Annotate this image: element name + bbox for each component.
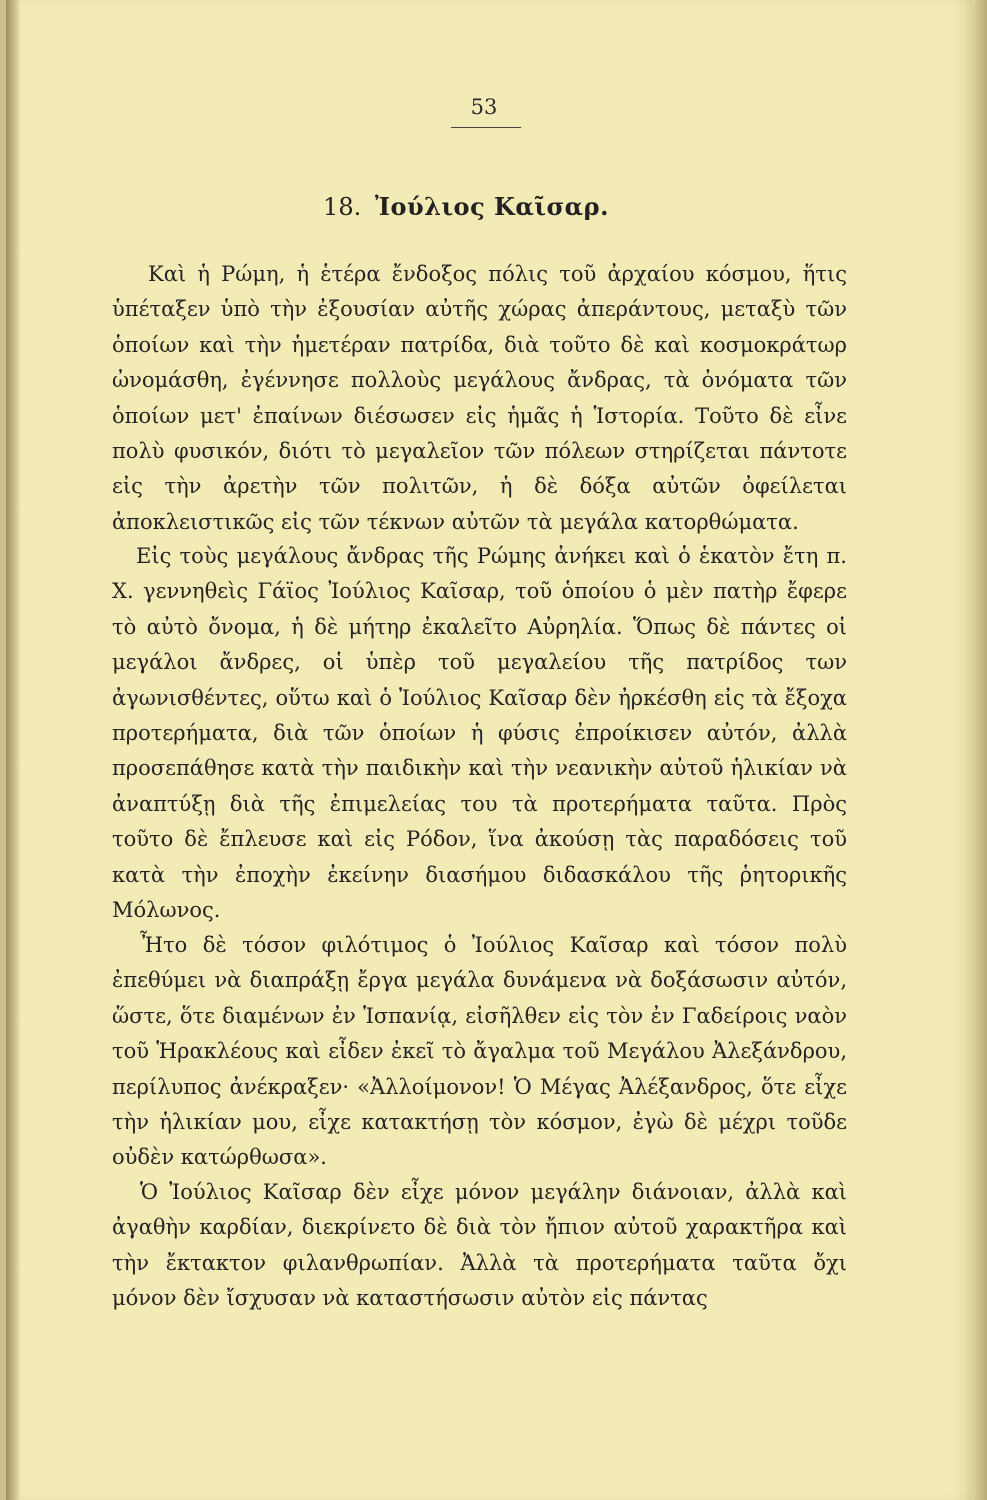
chapter-heading bbox=[156, 192, 776, 221]
paragraph-1: Καὶ ἡ Ρώμη, ἡ ἑτέρα ἔνδοξος πόλις τοῦ ἀρχαίου κόσμου, ἥτις ὑπέταξεν ὑπὸ τὴν ἐξουσίαν αὐτῆς χώρας ἀπεράντους, μεταξὺ τῶν ὁποίων καὶ τὴν ἡμετέραν πατρίδα, διὰ τοῦτο δὲ καὶ κοσμοκράτωρ ὠνομάσθη, ἐγέννησε πολλοὺς μεγάλους ἄνδρας, τὰ ὀνόματα τῶν ὁποίων μετ' ἐπαίνων διέσωσεν εἰς ἡμᾶς ἡ Ἱστορία. Τοῦτο δὲ εἶνε πολὺ φυσικόν, διότι τὸ μεγαλεῖον τῶν πόλεων στηρίζεται πάντοτε εἰς τὴν ἀρετὴν τῶν πολιτῶν, ἡ δὲ δόξα αὐτῶν ὀφείλεται ἀποκλειστικῶς εἰς τῶν τέκνων αὐτῶν τὰ μεγάλα κατορθώματα. bbox=[112, 262, 847, 534]
page-number: 53 bbox=[470, 95, 498, 119]
chapter-number: 18. bbox=[323, 193, 362, 221]
page-left-edge bbox=[6, 0, 20, 1500]
paragraph-4: Ὁ Ἰούλιος Καῖσαρ δὲν εἶχε μόνον μεγάλην διάνοιαν, ἀλλὰ καὶ ἀγαθὴν καρδίαν, διεκρίνετο δὲ διὰ τὸν ἤπιον αὐτοῦ χαρακτῆρα καὶ τὴν ἔκτακτον φιλανθρωπίαν. Ἀλλὰ τὰ προτερήματα ταῦτα ὄχι μόνον δὲν ἴσχυσαν νὰ καταστήσωσιν αὐτὸν εἰς πάντας bbox=[112, 1180, 847, 1311]
page-right-edge bbox=[972, 0, 987, 1500]
paragraph-2: Εἰς τοὺς μεγάλους ἄνδρας τῆς Ρώμης ἀνήκει καὶ ὁ ἑκατὸν ἔτη π. Χ. γεννηθεὶς Γάϊος Ἰούλιος Καῖσαρ, τοῦ ὁποίου ὁ μὲν πατὴρ ἔφερε τὸ αὐτὸ ὄνομα, ἡ δὲ μήτηρ ἐκαλεῖτο Αὐρηλία. Ὅπως δὲ πάντες οἱ μεγάλοι ἄνδρες, οἱ ὑπὲρ τοῦ μεγαλείου τῆς πατρίδος των ἀγωνισθέντες, οὕτω καὶ ὁ Ἰούλιος Καῖσαρ δὲν ἠρκέσθη εἰς τὰ ἔξοχα προτερήματα, διὰ τῶν ὁποίων ἡ φύσις ἐπροίκισεν αὐτόν, ἀλλὰ προσεπάθησε κατὰ τὴν παιδικὴν καὶ τὴν νεανικὴν αὐτοῦ ἡλικίαν νὰ ἀναπτύξῃ διὰ τῆς ἐπιμελείας του τὰ προτερήματα ταῦτα. Πρὸς τοῦτο δὲ ἔπλευσε καὶ εἰς Ρόδον, ἵνα ἀκούσῃ τὰς παραδόσεις τοῦ κατὰ τὴν ἐποχὴν ἐκείνην διασήμου διδασκάλου τῆς ῥητορικῆς Μόλωνος. bbox=[112, 544, 847, 923]
book-page bbox=[6, 0, 978, 1500]
paragraph-3: Ἦτο δὲ τόσον φιλότιμος ὁ Ἰούλιος Καῖσαρ καὶ τόσον πολὺ ἐπεθύμει νὰ διαπράξῃ ἔργα μεγάλα δυνάμενα νὰ δοξάσωσιν αὐτόν, ὥστε, ὅτε διαμένων ἐν Ἱσπανίᾳ, εἰσῆλθεν εἰς τὸν ἐν Γαδείροις ναὸν τοῦ Ἡρακλέους καὶ εἶδεν ἐκεῖ τὸ ἄγαλμα τοῦ Μεγάλου Ἀλεξάνδρου, περίλυπος ἀνέκραξεν· «Ἀλλοίμονον! Ὁ Μέγας Ἀλέξανδρος, ὅτε εἶχε τὴν ἡλικίαν μου, εἶχε κατακτήσῃ τὸν κόσμον, ἐγὼ δὲ μέχρι τοῦδε οὐδὲν κατώρθωσα». bbox=[112, 933, 847, 1170]
chapter-title: Ἰούλιος Καῖσαρ. bbox=[374, 192, 609, 221]
page-number-rule bbox=[451, 127, 521, 128]
